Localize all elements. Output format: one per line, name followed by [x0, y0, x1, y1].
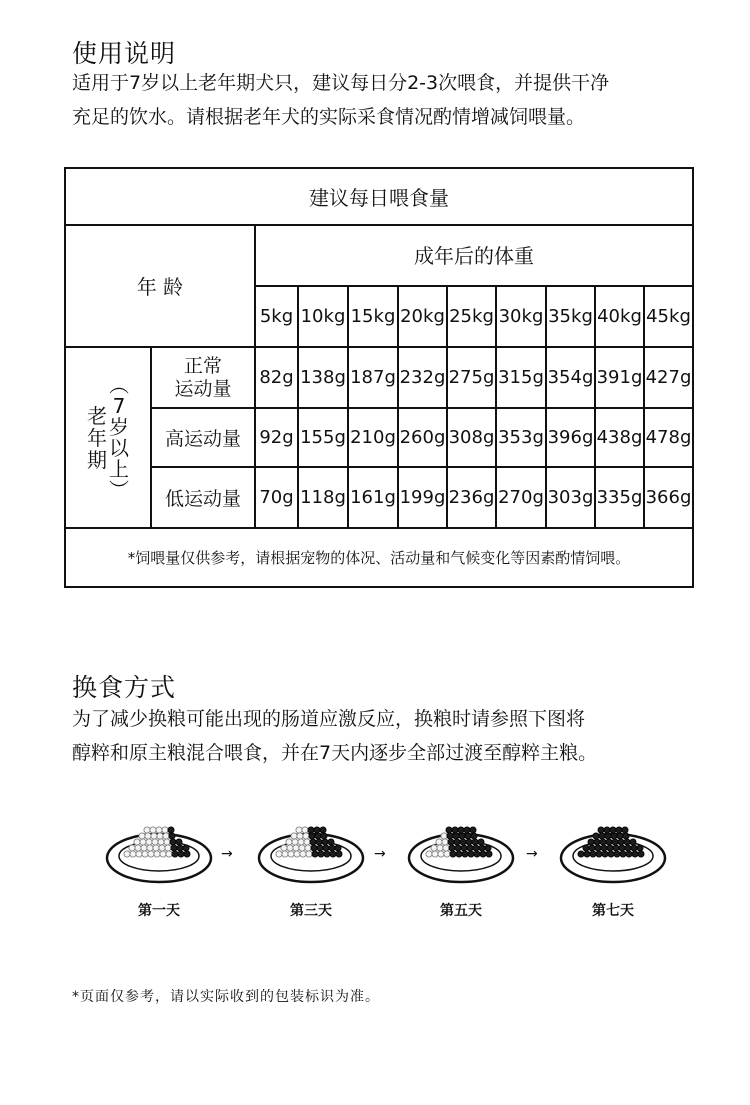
old-kibble	[141, 845, 147, 851]
new-kibble	[610, 827, 616, 833]
old-kibble	[431, 845, 437, 851]
new-kibble	[454, 839, 460, 845]
old-kibble	[158, 839, 164, 845]
new-kibble	[588, 839, 594, 845]
new-kibble	[590, 851, 596, 857]
feeding-amount-cell: 308g	[448, 427, 495, 448]
weight-cell: 40kg	[597, 306, 642, 327]
old-kibble	[298, 839, 304, 845]
vertical-char: 以	[109, 435, 129, 460]
feeding-amount-cell: 478g	[645, 427, 692, 448]
old-kibble	[135, 845, 141, 851]
new-kibble	[600, 839, 606, 845]
feeding-amount-cell: 353g	[498, 427, 544, 448]
vertical-char: ︵	[109, 372, 129, 397]
new-kibble	[184, 851, 190, 857]
stage-age-note	[109, 372, 129, 502]
old-kibble	[294, 851, 300, 857]
row-label-line: 运动量	[174, 377, 232, 400]
new-kibble	[607, 845, 613, 851]
feeding-amount-cell: 70g	[259, 487, 294, 508]
new-kibble	[486, 851, 492, 857]
old-kibble	[144, 827, 150, 833]
new-kibble	[604, 827, 610, 833]
new-kibble	[330, 851, 336, 857]
old-kibble	[286, 839, 292, 845]
new-kibble	[449, 845, 455, 851]
new-kibble	[630, 839, 636, 845]
new-kibble	[324, 851, 330, 857]
old-kibble	[276, 851, 282, 857]
new-kibble	[620, 851, 626, 857]
new-kibble	[309, 833, 315, 839]
old-kibble	[291, 833, 297, 839]
new-kibble	[625, 845, 631, 851]
old-kibble	[432, 851, 438, 857]
old-kibble	[146, 839, 152, 845]
new-kibble	[589, 845, 595, 851]
stage-label	[66, 348, 150, 527]
feeding-amount-cell: 315g	[498, 367, 544, 388]
vertical-char: 老	[87, 403, 107, 428]
food-bowl-icon	[256, 820, 366, 888]
new-kibble	[452, 827, 458, 833]
step-label: 第七天	[592, 903, 634, 919]
step-label: 第三天	[290, 903, 332, 919]
new-kibble	[619, 845, 625, 851]
new-kibble	[595, 845, 601, 851]
old-kibble	[148, 851, 154, 857]
old-kibble	[134, 839, 140, 845]
switching-line-2: 醇粹和原主粮混合喂食，并在7天内逐步全部过渡至醇粹主粮。	[72, 742, 598, 764]
new-kibble	[177, 845, 183, 851]
old-kibble	[140, 839, 146, 845]
old-kibble	[154, 851, 160, 857]
old-kibble	[142, 851, 148, 857]
feeding-amount-cell: 118g	[300, 487, 346, 508]
step-day-1	[104, 820, 214, 919]
arrow-icon: →	[526, 846, 538, 862]
new-kibble	[316, 839, 322, 845]
new-kibble	[460, 839, 466, 845]
new-kibble	[464, 827, 470, 833]
new-kibble	[321, 833, 327, 839]
arrow-icon: →	[221, 846, 233, 862]
stage-name	[87, 405, 107, 471]
feeding-amount-cell: 210g	[350, 427, 396, 448]
feeding-amount-cell: 199g	[399, 487, 446, 508]
feeding-amount-cell: 138g	[300, 367, 346, 388]
new-kibble	[598, 827, 604, 833]
new-kibble	[468, 851, 474, 857]
old-kibble	[304, 839, 310, 845]
feeding-amount-cell: 155g	[300, 427, 346, 448]
new-kibble	[606, 839, 612, 845]
old-kibble	[163, 833, 169, 839]
weight-cell: 45kg	[646, 306, 691, 327]
old-kibble	[166, 851, 172, 857]
new-kibble	[462, 851, 468, 857]
old-kibble	[136, 851, 142, 857]
new-kibble	[336, 851, 342, 857]
weight-cell: 10kg	[300, 306, 346, 327]
old-kibble	[436, 839, 442, 845]
weight-cell: 15kg	[350, 306, 396, 327]
weight-cell: 35kg	[548, 306, 593, 327]
new-kibble	[616, 827, 622, 833]
new-kibble	[458, 827, 464, 833]
new-kibble	[583, 845, 589, 851]
new-kibble	[478, 839, 484, 845]
old-kibble	[152, 839, 158, 845]
transition-steps	[0, 820, 750, 930]
row-label-high: 高运动量	[164, 428, 241, 450]
new-kibble	[172, 851, 178, 857]
old-kibble	[151, 833, 157, 839]
new-kibble	[473, 845, 479, 851]
old-kibble	[164, 839, 170, 845]
new-kibble	[320, 827, 326, 833]
old-kibble	[300, 851, 306, 857]
table-title: 建议每日喂食量	[309, 186, 449, 210]
feeding-amount-cell: 303g	[547, 487, 594, 508]
new-kibble	[618, 839, 624, 845]
old-kibble	[306, 851, 312, 857]
new-kibble	[168, 827, 174, 833]
feeding-amount-cell: 335g	[596, 487, 643, 508]
new-kibble	[467, 845, 473, 851]
feeding-amount-cell: 270g	[498, 487, 544, 508]
old-kibble	[157, 833, 163, 839]
new-kibble	[310, 839, 316, 845]
row-label-line: 正常	[183, 354, 222, 377]
new-kibble	[584, 851, 590, 857]
new-kibble	[626, 851, 632, 857]
old-kibble	[305, 845, 311, 851]
new-kibble	[314, 827, 320, 833]
vertical-char: 7	[112, 393, 126, 418]
old-kibble	[441, 833, 447, 839]
new-kibble	[638, 851, 644, 857]
old-kibble	[293, 845, 299, 851]
new-kibble	[470, 827, 476, 833]
new-kibble	[480, 851, 486, 857]
new-kibble	[465, 833, 471, 839]
vertical-char: 上	[109, 456, 129, 481]
old-kibble	[288, 851, 294, 857]
new-kibble	[318, 851, 324, 857]
table-note: *饲喂量仅供参考，请根据宠物的体况、活动量和气候变化等因素酌情饲喂。	[127, 549, 631, 567]
old-kibble	[443, 845, 449, 851]
old-kibble	[159, 845, 165, 851]
step-day-5	[406, 820, 516, 919]
new-kibble	[602, 851, 608, 857]
vertical-char: 年	[87, 425, 107, 450]
new-kibble	[466, 839, 472, 845]
switching-paragraph	[72, 702, 712, 770]
new-kibble	[624, 839, 630, 845]
new-kibble	[446, 827, 452, 833]
new-kibble	[456, 851, 462, 857]
feeding-table	[64, 167, 694, 588]
new-kibble	[461, 845, 467, 851]
weight-header: 成年后的体重	[414, 244, 534, 268]
feeding-amount-cell: 82g	[259, 367, 294, 388]
usage-paragraph	[72, 66, 712, 134]
age-header: 年 龄	[136, 274, 184, 299]
feeding-amount-cell: 92g	[259, 427, 294, 448]
new-kibble	[471, 833, 477, 839]
old-kibble	[139, 833, 145, 839]
old-kibble	[444, 851, 450, 857]
old-kibble	[162, 827, 168, 833]
new-kibble	[322, 839, 328, 845]
new-kibble	[601, 845, 607, 851]
step-label: 第五天	[440, 903, 482, 919]
vertical-char: 岁	[109, 414, 129, 439]
old-kibble	[287, 845, 293, 851]
feeding-amount-cell: 366g	[645, 487, 692, 508]
new-kibble	[613, 845, 619, 851]
weight-cell: 20kg	[400, 306, 445, 327]
usage-line-1: 适用于7岁以上老年期犬只，建议每日分2-3次喂食，并提供干净	[72, 72, 610, 94]
new-kibble	[317, 845, 323, 851]
usage-line-2: 充足的饮水。请根据老年犬的实际采食情况酌情增减饲喂量。	[72, 106, 586, 128]
new-kibble	[578, 851, 584, 857]
food-bowl-icon	[558, 820, 668, 888]
switching-line-1: 为了减少换粮可能出现的肠道应激反应，换粮时请参照下图将	[72, 708, 586, 730]
food-bowl-icon	[104, 820, 214, 888]
switching-title: 换食方式	[72, 673, 177, 702]
weight-cell: 5kg	[259, 306, 294, 327]
new-kibble	[176, 839, 182, 845]
arrow-icon: →	[374, 846, 386, 862]
new-kibble	[479, 845, 485, 851]
new-kibble	[612, 839, 618, 845]
old-kibble	[281, 845, 287, 851]
new-kibble	[171, 845, 177, 851]
usage-title: 使用说明	[72, 39, 177, 68]
new-kibble	[623, 833, 629, 839]
new-kibble	[328, 839, 334, 845]
old-kibble	[442, 839, 448, 845]
old-kibble	[437, 845, 443, 851]
footnote: *页面仅参考，请以实际收到的包装标识为准。	[72, 989, 380, 1005]
feeding-amount-cell: 427g	[645, 367, 692, 388]
old-kibble	[165, 845, 171, 851]
step-day-7	[558, 820, 668, 919]
feeding-amount-cell: 438g	[596, 427, 643, 448]
new-kibble	[453, 833, 459, 839]
old-kibble	[150, 827, 156, 833]
feeding-amount-cell: 275g	[448, 367, 495, 388]
new-kibble	[311, 845, 317, 851]
old-kibble	[160, 851, 166, 857]
old-kibble	[282, 851, 288, 857]
new-kibble	[599, 833, 605, 839]
new-kibble	[335, 845, 341, 851]
new-kibble	[608, 851, 614, 857]
new-kibble	[485, 845, 491, 851]
feeding-amount-cell: 396g	[547, 427, 594, 448]
new-kibble	[170, 839, 176, 845]
old-kibble	[145, 833, 151, 839]
new-kibble	[631, 845, 637, 851]
new-kibble	[308, 827, 314, 833]
new-kibble	[323, 845, 329, 851]
feeding-amount-cell: 354g	[547, 367, 594, 388]
feeding-amount-cell: 391g	[596, 367, 643, 388]
feeding-amount-cell: 260g	[399, 427, 446, 448]
weight-cell: 30kg	[498, 306, 544, 327]
vertical-char: 期	[87, 447, 107, 472]
new-kibble	[605, 833, 611, 839]
new-kibble	[474, 851, 480, 857]
old-kibble	[153, 845, 159, 851]
old-kibble	[129, 845, 135, 851]
new-kibble	[315, 833, 321, 839]
new-kibble	[329, 845, 335, 851]
new-kibble	[178, 851, 184, 857]
step-label: 第一天	[138, 903, 180, 919]
new-kibble	[448, 839, 454, 845]
old-kibble	[303, 833, 309, 839]
new-kibble	[611, 833, 617, 839]
old-kibble	[302, 827, 308, 833]
new-kibble	[622, 827, 628, 833]
old-kibble	[426, 851, 432, 857]
old-kibble	[438, 851, 444, 857]
new-kibble	[450, 851, 456, 857]
new-kibble	[594, 839, 600, 845]
food-bowl-icon	[406, 820, 516, 888]
old-kibble	[292, 839, 298, 845]
new-kibble	[447, 833, 453, 839]
new-kibble	[614, 851, 620, 857]
feeding-amount-cell: 232g	[399, 367, 446, 388]
row-label-low: 低运动量	[164, 488, 241, 510]
new-kibble	[472, 839, 478, 845]
old-kibble	[299, 845, 305, 851]
new-kibble	[455, 845, 461, 851]
feeding-amount-cell: 236g	[448, 487, 495, 508]
old-kibble	[130, 851, 136, 857]
new-kibble	[183, 845, 189, 851]
vertical-char: ︶	[109, 477, 129, 502]
feeding-amount-cell: 187g	[350, 367, 396, 388]
new-kibble	[593, 833, 599, 839]
new-kibble	[312, 851, 318, 857]
new-kibble	[459, 833, 465, 839]
old-kibble	[124, 851, 130, 857]
old-kibble	[156, 827, 162, 833]
new-kibble	[632, 851, 638, 857]
feeding-amount-cell: 161g	[350, 487, 396, 508]
step-day-3	[256, 820, 366, 919]
new-kibble	[596, 851, 602, 857]
row-label-normal	[152, 348, 254, 407]
old-kibble	[297, 833, 303, 839]
old-kibble	[296, 827, 302, 833]
new-kibble	[169, 833, 175, 839]
old-kibble	[147, 845, 153, 851]
new-kibble	[637, 845, 643, 851]
new-kibble	[617, 833, 623, 839]
weight-cell: 25kg	[449, 306, 494, 327]
